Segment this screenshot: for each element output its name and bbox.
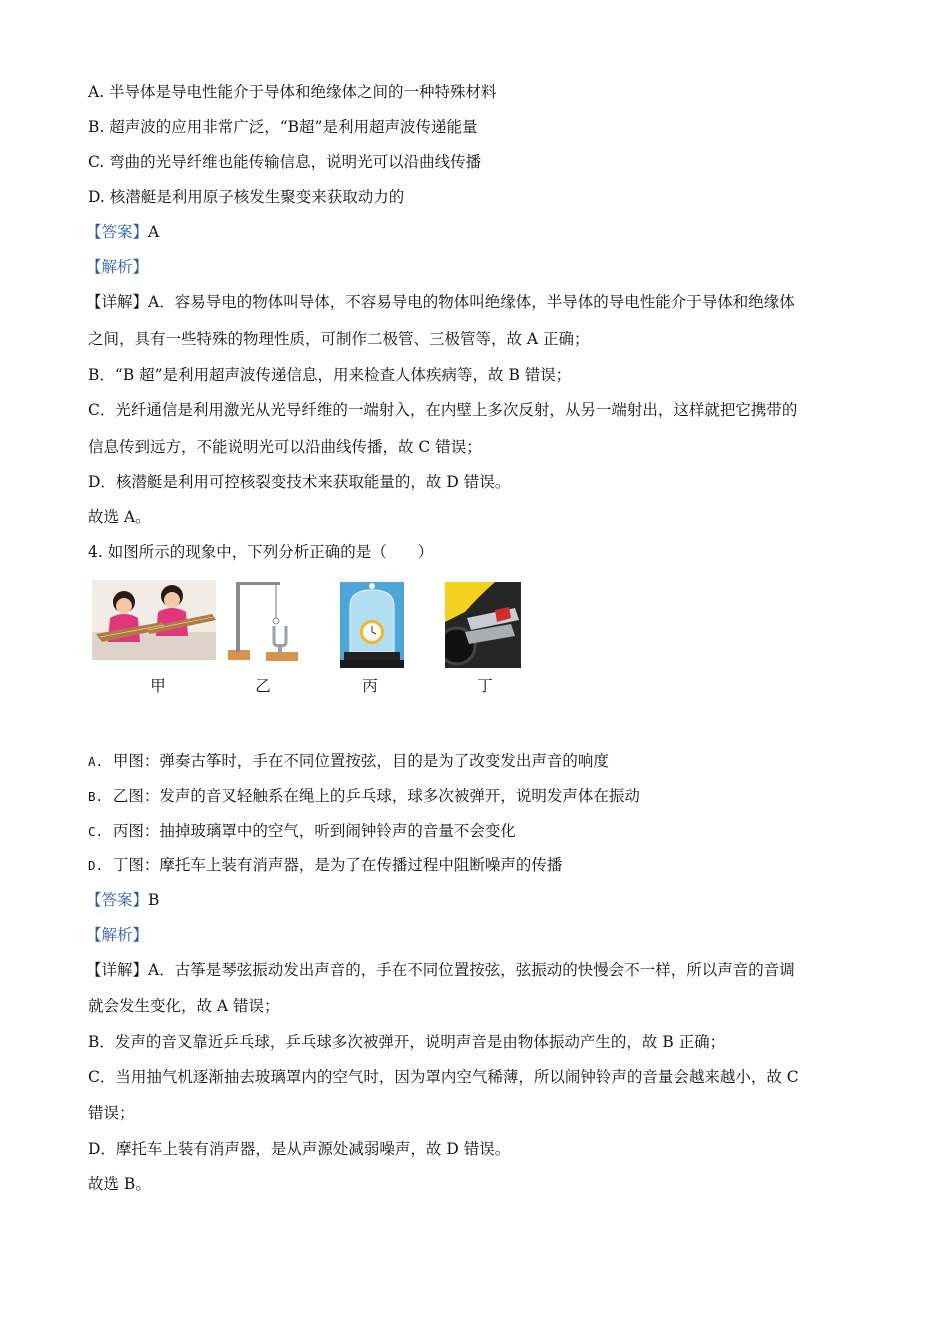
figure-caption-yi: 乙 <box>255 677 271 695</box>
option-letter: B. <box>88 789 104 804</box>
q4-detail-line-4: C．当用抽气机逐渐抽去玻璃罩内的空气时，因为罩内空气稀薄，所以闹钟铃声的音量会越来越小，故 C <box>88 1068 799 1086</box>
answer-value: B <box>148 891 160 909</box>
q3-analysis-tag: 【解析】 <box>86 258 149 276</box>
q3-detail-line-3: B．“B 超”是利用超声波传递信息，用来检查人体疾病等，故 B 错误； <box>88 366 572 384</box>
q3-detail-line-5: 信息传到远方，不能说明光可以沿曲线传播，故 C 错误； <box>88 438 482 456</box>
q4-question: 4. 如图所示的现象中，下列分析正确的是（ ） <box>88 543 434 561</box>
option-text: 丁图：摩托车上装有消声器，是为了在传播过程中阻断噪声的传播 <box>112 856 563 874</box>
option-letter: C. <box>88 824 104 839</box>
answer-tag: 【答案】 <box>86 223 149 241</box>
q3-option-a: A. 半导体是导电性能介于导体和绝缘体之间的一种特殊材料 <box>88 83 497 101</box>
q4-detail-line-2: 就会发生变化，故 A 错误； <box>88 997 280 1015</box>
option-letter: A. <box>88 754 104 769</box>
figure-caption-bing: 丙 <box>362 677 378 695</box>
detail-tag: 【详解】 <box>86 293 149 311</box>
q4-conclusion: 故选 B。 <box>88 1175 151 1193</box>
guzheng-player-photo <box>92 580 216 660</box>
q3-conclusion: 故选 A。 <box>88 508 151 526</box>
q4-option-a <box>88 751 609 772</box>
detail-text: A．容易导电的物体叫导体，不容易导电的物体叫绝缘体，半导体的导电性能介于导体和绝缘体 <box>148 293 795 311</box>
q4-detail-line-6: D．摩托车上装有消声器，是从声源处减弱噪声，故 D 错误。 <box>88 1140 511 1158</box>
q3-detail-line-2: 之间，具有一些特殊的物理性质，可制作二极管、三极管等，故 A 正确； <box>88 330 590 348</box>
q4-analysis-tag: 【解析】 <box>86 926 149 944</box>
option-letter: D. <box>88 858 104 873</box>
option-text: 丙图：抽掉玻璃罩中的空气，听到闹钟铃声的音量不会变化 <box>112 822 516 840</box>
q3-detail-line-1 <box>86 292 795 312</box>
q4-option-b <box>88 786 640 807</box>
tuning-fork-pingpong-apparatus <box>224 576 304 666</box>
q4-option-c <box>88 821 516 842</box>
q3-option-d: D. 核潜艇是利用原子核发生聚变来获取动力的 <box>88 188 405 206</box>
q4-detail-line-1 <box>86 960 795 980</box>
q4-answer <box>86 890 159 910</box>
detail-text: A．古筝是琴弦振动发出声音的，手在不同位置按弦，弦振动的快慢会不一样，所以声音的音调 <box>148 961 795 979</box>
motorcycle-muffler-photo <box>445 582 521 668</box>
q4-option-d <box>88 855 562 876</box>
detail-tag: 【详解】 <box>86 961 149 979</box>
q3-detail-line-6: D．核潜艇是利用可控核裂变技术来获取能量的，故 D 错误。 <box>88 473 511 491</box>
answer-value: A <box>148 223 160 241</box>
option-text: 甲图：弹奏古筝时，手在不同位置按弦，目的是为了改变发出声音的响度 <box>112 752 609 770</box>
figure-caption-ding: 丁 <box>477 677 493 695</box>
bell-jar-alarm-clock-photo <box>340 582 404 668</box>
q3-detail-line-4: C．光纤通信是利用激光从光导纤维的一端射入，在内壁上多次反射，从另一端射出，这样就把它携带的 <box>88 401 798 419</box>
q3-option-b: B. 超声波的应用非常广泛，“B超”是利用超声波传递能量 <box>88 118 478 136</box>
q4-detail-line-3: B．发声的音叉靠近乒乓球，乒乓球多次被弹开，说明声音是由物体振动产生的，故 B 正确； <box>88 1033 726 1051</box>
figure-caption-jia: 甲 <box>150 677 166 695</box>
q4-detail-line-5: 错误； <box>88 1104 135 1122</box>
q3-option-c: C. 弯曲的光导纤维也能传输信息，说明光可以沿曲线传播 <box>88 153 482 171</box>
answer-tag: 【答案】 <box>86 891 149 909</box>
q3-answer <box>86 222 159 242</box>
option-text: 乙图：发声的音叉轻触系在绳上的乒乓球，球多次被弹开，说明发声体在振动 <box>112 787 640 805</box>
